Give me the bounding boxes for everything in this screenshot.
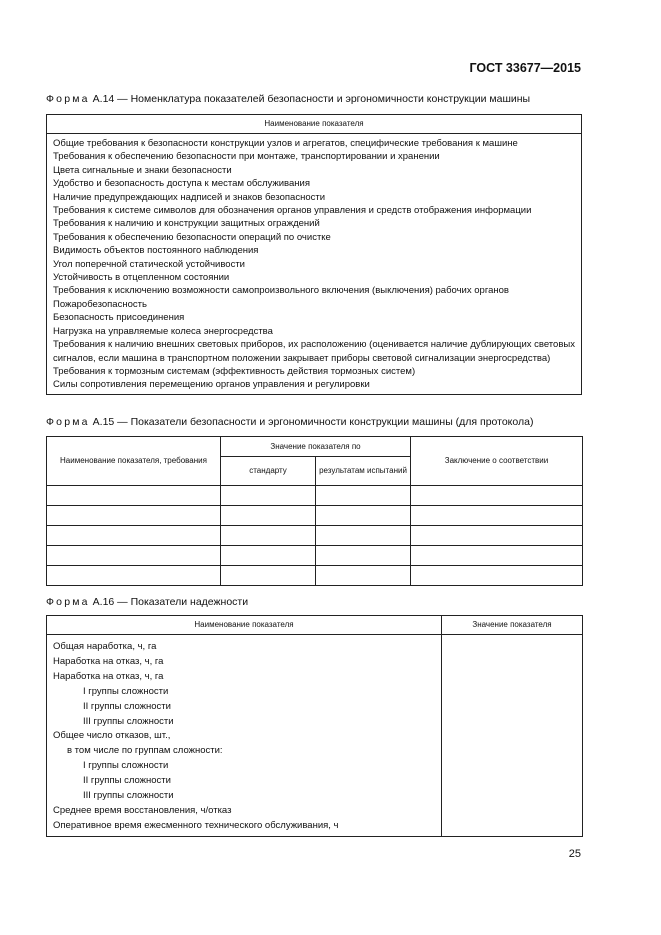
form-a15-cell [47,566,221,586]
form-a15-cell [221,546,316,566]
form-a14-table [46,114,582,395]
form-a14-items [47,134,582,395]
form-a15-header-standard: стандарту [221,457,316,486]
form-a15-title [46,416,533,428]
form-a15-cell [221,506,316,526]
form-a14-item: Пожаробезопасность [53,298,147,310]
form-a16-header-name: Наименование показателя [47,616,442,635]
form-a15-cell [316,506,411,526]
form-a16-item: Наработка на отказ, ч, га [53,670,164,682]
form-a15-cell [47,546,221,566]
form-a15-cell [47,486,221,506]
page-number: 25 [568,848,581,860]
form-a16-title-prefix: Форма [46,596,90,608]
form-a14-item: Удобство и безопасность доступа к местам обслуживания [53,178,310,190]
form-a16-item: Оперативное время ежесменного технического обслуживания, ч [53,819,339,831]
form-a15-cell [221,526,316,546]
form-a14-item: Нагрузка на управляемые колеса энергосредства [53,325,273,337]
form-a14-item: Требования к системе символов для обозначения органов управления и средств отображения информации [53,205,532,217]
form-a16-item: Среднее время восстановления, ч/отказ [53,804,232,816]
form-a15-table [46,436,583,586]
form-a16-item: III группы сложности [83,790,174,802]
form-a14-item: Угол поперечной статической устойчивости [53,258,245,270]
form-a16-item: Общая наработка, ч, га [53,641,157,652]
form-a15-cell [411,486,583,506]
form-a15-cell [411,506,583,526]
form-a15-header-value-group: Значение показателя по [221,437,411,457]
form-a15-title-text: А.15 — Показатели безопасности и эргономичности конструкции машины (для протокола) [89,416,534,428]
form-a16-item: I группы сложности [83,760,169,772]
form-a14-item: Видимость объектов постоянного наблюдения [53,245,259,257]
form-a15-cell [221,566,316,586]
form-a15-cell [411,546,583,566]
document-code: ГОСТ 33677—2015 [469,61,581,75]
form-a16-item: III группы сложности [83,715,174,727]
form-a15-cell [47,526,221,546]
form-a16-items [47,635,442,837]
form-a14-item: Безопасность присоединения [53,312,185,324]
form-a14-item: Требования к тормозным системам (эффективность действия тормозных систем) [53,365,416,377]
form-a15-row [47,546,583,566]
form-a14-title [46,93,530,105]
form-a15-cell [47,506,221,526]
form-a14-header-name: Наименование показателя [47,115,582,134]
form-a15-cell [411,526,583,546]
form-a14-item: Общие требования к безопасности конструкции узлов и агрегатов, специфические требования к машине [53,138,518,149]
form-a15-header-results: результатам испытаний [316,457,411,486]
form-a14-title-prefix: Форма [46,93,90,105]
form-a16-item: Общее число отказов, шт., [53,730,171,742]
form-a14-item: Требования к исключению возможности самопроизвольного включения (выключения) рабочих органов [53,285,509,297]
form-a16-table [46,615,583,837]
form-a15-title-prefix: Форма [46,416,90,428]
form-a16-values [442,635,583,837]
form-a15-cell [221,486,316,506]
form-a15-cell [411,566,583,586]
form-a16-header-value: Значение показателя [442,616,583,635]
form-a14-item: Наличие предупреждающих надписей и знаков безопасности [53,191,326,203]
form-a14-title-text: А.14 — Номенклатура показателей безопасности и эргономичности конструкции машины [89,93,531,105]
form-a14-item: Требования к наличию внешних световых приборов, их расположению (оценивается наличие дублирующих световых сигналов, если машина в транспортном положении закрывает приборы световой сигнализации энергосредства) [53,339,575,364]
form-a15-row [47,566,583,586]
form-a14-item: Силы сопротивления перемещению органов управления и регулировки [53,379,370,391]
form-a15-row [47,506,583,526]
form-a15-cell [316,526,411,546]
form-a16-item: I группы сложности [83,685,169,697]
form-a15-row [47,486,583,506]
form-a14-item: Цвета сигнальные и знаки безопасности [53,164,232,176]
form-a15-header-conclusion: Заключение о соответствии [411,437,583,486]
form-a14-item: Требования к обеспечению безопасности при монтаже, транспортировании и хранении [53,151,440,163]
form-a14-item: Устойчивость в отцепленном состоянии [53,272,230,284]
form-a16-item: II группы сложности [83,775,171,787]
form-a15-cell [316,486,411,506]
form-a16-item: Наработка на отказ, ч, га [53,655,164,667]
form-a15-header-name: Наименование показателя, требования [47,437,221,486]
form-a16-item: II группы сложности [83,700,171,712]
form-a16-item: в том числе по группам сложности: [67,745,223,757]
form-a16-title [46,596,248,608]
form-a15-row [47,526,583,546]
form-a14-item: Требования к наличию и конструкции защитных ограждений [53,218,320,230]
form-a14-item: Требования к обеспечению безопасности операций по очистке [53,231,331,243]
form-a15-cell [316,546,411,566]
form-a15-cell [316,566,411,586]
form-a16-title-text: А.16 — Показатели надежности [89,596,249,608]
